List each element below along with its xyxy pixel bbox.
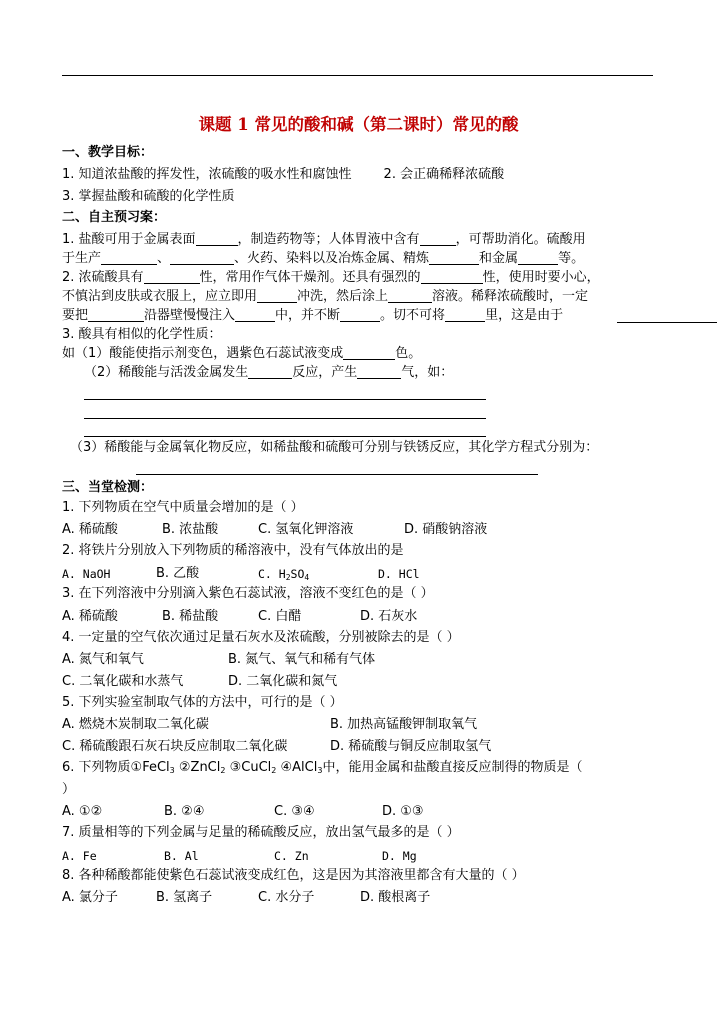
option-c: C. ③④	[274, 804, 315, 819]
option-c: C. Zn	[274, 849, 309, 863]
question-8: 8. 各种稀酸都能使紫色石蕊试液变成红色，这是因为其溶液里都含有大量的（ ）	[62, 868, 525, 883]
page-title: 课题 1 常见的酸和碱（第二课时）常见的酸	[198, 115, 519, 134]
blank	[340, 308, 380, 322]
preview-line-9: （3）稀酸能与金属氧化物反应，如稀盐酸和硫酸可分别与铁锈反应，其化学方程式分别为：	[70, 440, 599, 455]
text: 色。	[395, 346, 422, 361]
answer-line	[84, 436, 486, 437]
option-b: B. 加热高锰酸钾制取氧气	[330, 717, 478, 732]
text: 2. 浓硫酸具有	[62, 270, 144, 285]
blank	[144, 270, 200, 284]
text: 要把	[62, 308, 89, 323]
subscript: 2	[271, 766, 277, 775]
blank	[445, 308, 485, 322]
question-4: 4. 一定量的空气依次通过足量石灰水及浓硫酸，分别被除去的是（ ）	[62, 630, 460, 645]
option-d: D. 酸根离子	[360, 890, 431, 905]
option-b: B. 氢离子	[156, 890, 213, 905]
option-b: B. 乙酸	[156, 566, 200, 581]
blank	[429, 251, 479, 265]
option-a: A. 氯分子	[62, 890, 118, 905]
blank	[518, 251, 558, 265]
text: 、火药、染料以及冶炼金属、精炼	[234, 251, 430, 266]
text: ，制造药物等；人体胃液中含有	[237, 232, 420, 247]
text: 性，常用作气体干燥剂。还具有强烈的	[199, 270, 421, 285]
blank	[388, 289, 432, 303]
option-d: D. Mg	[382, 849, 417, 863]
blank	[421, 270, 483, 284]
preview-line-6: 3. 酸具有相似的化学性质：	[62, 327, 222, 342]
text: ，可帮助消化。硫酸用	[455, 232, 586, 247]
text: 。切不可将	[380, 308, 446, 323]
blank	[420, 232, 456, 246]
preview-line-1	[62, 231, 586, 249]
text: 气，如：	[401, 365, 454, 380]
subscript: 2	[220, 766, 226, 775]
text: 1. 盐酸可用于金属表面	[62, 232, 196, 247]
text: 中，并不断	[275, 308, 341, 323]
blank	[170, 251, 234, 265]
option-b: B. ②④	[164, 804, 205, 819]
option-c: C. 氢氧化钾溶液	[258, 522, 354, 537]
blank	[357, 365, 401, 379]
text: 不慎沾到皮肤或衣服上，应立即用	[62, 289, 258, 304]
preview-line-4	[62, 288, 588, 306]
subscript: 4	[304, 573, 310, 582]
option-b: B. Al	[164, 849, 199, 863]
question-5: 5. 下列实验室制取气体的方法中，可行的是（ ）	[62, 695, 343, 710]
text: 如（1）酸能使指示剂变色，遇紫色石蕊试液变成	[62, 346, 344, 361]
option-d: D. 二氧化碳和氮气	[228, 674, 338, 689]
preview-line-8	[84, 364, 453, 382]
objective-1: 1. 知道浓盐酸的挥发性，浓硫酸的吸水性和腐蚀性	[62, 167, 352, 182]
text: 反应，产生	[292, 365, 358, 380]
question-7: 7. 质量相等的下列金属与足量的稀硫酸反应，放出氢气最多的是（ ）	[62, 825, 460, 840]
option-c: C. 二氧化碳和水蒸气	[62, 674, 184, 689]
option-c: C. 稀硫酸跟石灰石块反应制取二氧化碳	[62, 739, 288, 754]
text: 和金属	[479, 251, 519, 266]
question-6-text: ④AlCl	[276, 760, 318, 775]
option-a: A. ①②	[62, 804, 103, 819]
text: （2）稀酸能与活泼金属发生	[84, 365, 249, 380]
blank	[101, 251, 157, 265]
text: 冲洗，然后涂上	[297, 289, 389, 304]
section-heading-objectives: 一、教学目标：	[62, 145, 154, 160]
blank	[343, 346, 395, 360]
option-c: C. 水分子	[258, 890, 315, 905]
text: 溶液。稀释浓硫酸时，一定	[432, 289, 589, 304]
option-d: D. HCl	[378, 567, 420, 581]
section-heading-check: 三、当堂检测：	[62, 480, 154, 495]
option-d: D. 稀硫酸与铜反应制取氢气	[330, 739, 492, 754]
option-a: A. 稀硫酸	[62, 609, 118, 624]
question-2: 2. 将铁片分别放入下列物质的稀溶液中，没有气体放出的是	[62, 543, 404, 558]
option-b: B. 稀盐酸	[162, 609, 219, 624]
question-6-text: ③CuCl	[225, 760, 272, 775]
text: 、	[157, 251, 171, 266]
question-6-text: ②ZnCl	[174, 760, 221, 775]
question-6-text: 中，能用金属和盐酸直接反应制得的物质是（	[322, 760, 583, 775]
objective-line-1	[62, 166, 504, 184]
option-c-text: C. H	[258, 567, 286, 581]
option-d: D. 石灰水	[360, 609, 418, 624]
answer-line	[136, 474, 538, 475]
option-c: C. 白醋	[258, 609, 302, 624]
objective-2: 2. 会正确稀释浓硫酸	[383, 167, 505, 182]
text: 性，使用时要小心，	[482, 270, 600, 285]
option-b: B. 浓盐酸	[162, 522, 219, 537]
question-6	[62, 759, 582, 777]
preview-line-3	[62, 269, 600, 287]
question-3: 3. 在下列溶液中分别滴入紫色石蕊试液，溶液不变红色的是（ ）	[62, 586, 434, 601]
option-c-text: SO	[290, 567, 305, 581]
option-b: B. 氮气、氧气和稀有气体	[228, 652, 376, 667]
subscript: 3	[169, 766, 175, 775]
answer-line	[84, 418, 486, 419]
option-a: A. 氮气和氧气	[62, 652, 144, 667]
option-a: A. NaOH	[62, 567, 111, 581]
option-a: A. Fe	[62, 849, 97, 863]
header-rule	[62, 75, 653, 76]
blank	[88, 308, 144, 322]
text: 等。	[558, 251, 585, 266]
text: 里，这是由于	[485, 308, 564, 323]
option-c	[258, 565, 309, 583]
preview-line-7	[62, 345, 421, 363]
subscript: 3	[317, 766, 323, 775]
question-1: 1. 下列物质在空气中质量会增加的是（ ）	[62, 500, 304, 515]
answer-line	[84, 399, 486, 400]
text: 于生产	[62, 251, 102, 266]
answer-line	[617, 322, 717, 323]
blank	[248, 365, 292, 379]
blank	[257, 289, 297, 303]
objective-3: 3. 掌握盐酸和硫酸的化学性质	[62, 189, 235, 204]
blank	[235, 308, 275, 322]
blank	[196, 232, 238, 246]
preview-line-2	[62, 250, 584, 268]
question-6-close: ）	[62, 782, 76, 797]
section-heading-preview: 二、自主预习案：	[62, 210, 167, 225]
subscript: 2	[285, 573, 291, 582]
preview-line-5	[62, 307, 563, 325]
option-d: D. 硝酸钠溶液	[404, 522, 488, 537]
question-6-text: 6. 下列物质①FeCl	[62, 760, 170, 775]
option-d: D. ①③	[382, 804, 424, 819]
text: 沿器壁慢慢注入	[144, 308, 236, 323]
option-a: A. 燃烧木炭制取二氧化碳	[62, 717, 209, 732]
option-a: A. 稀硫酸	[62, 522, 118, 537]
